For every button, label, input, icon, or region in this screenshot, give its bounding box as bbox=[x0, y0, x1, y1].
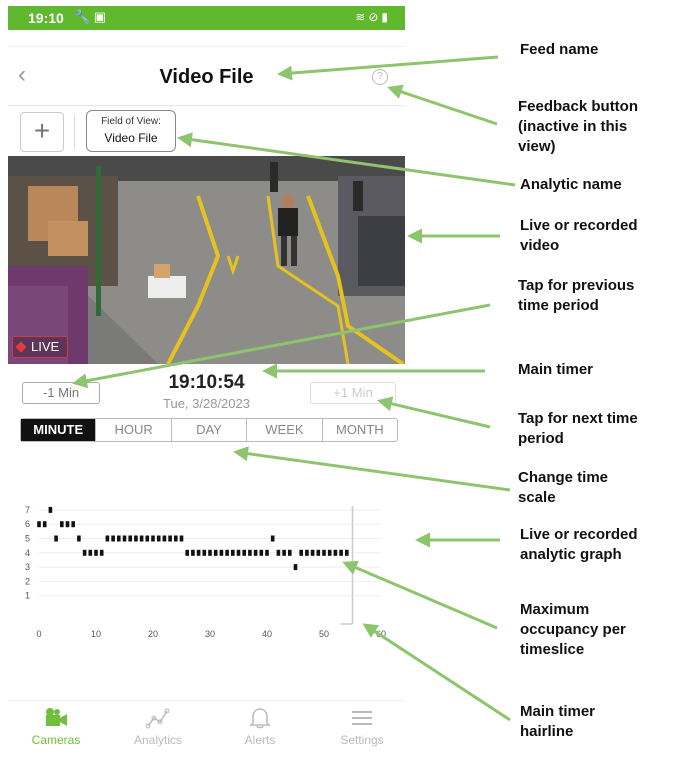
fov-value: Video File bbox=[104, 131, 158, 145]
nav-label: Analytics bbox=[133, 733, 183, 747]
annotation-next-period: Tap for next time period bbox=[518, 410, 638, 447]
annotation-analytic-name: Analytic name bbox=[520, 176, 622, 193]
date-label: Tue, 3/28/2023 bbox=[163, 396, 250, 411]
y-tick-label: 3 bbox=[24, 562, 30, 573]
y-tick-label: 1 bbox=[24, 590, 30, 601]
scale-tab-hour[interactable]: HOUR bbox=[96, 419, 171, 441]
wrench-icon: 🔧 ▣ bbox=[74, 9, 107, 24]
nav-label: Cameras bbox=[31, 733, 81, 747]
annotation-hairline: Main timer hairline bbox=[520, 703, 596, 740]
x-tick-label: 10 bbox=[90, 629, 102, 639]
main-timer: 19:10:54 bbox=[168, 372, 245, 393]
chevron-left-icon[interactable]: ‹ bbox=[18, 61, 26, 88]
annotation-feed-name: Feed name bbox=[520, 41, 599, 58]
wifi-icon: ≋⊘▮ bbox=[355, 10, 391, 24]
annotation-prev-period: Tap for previous time period bbox=[518, 277, 635, 314]
nav-label: Alerts bbox=[244, 733, 276, 747]
scale-tab-day[interactable]: DAY bbox=[172, 419, 247, 441]
annotation-feedback-button: Feedback button (inactive in this view) bbox=[518, 98, 639, 155]
y-tick-label: 6 bbox=[24, 519, 30, 530]
nav-label: Settings bbox=[340, 733, 384, 747]
y-tick-label: 5 bbox=[24, 533, 30, 544]
x-tick-label: 30 bbox=[204, 629, 216, 639]
plus-icon: + bbox=[33, 115, 51, 146]
live-label: LIVE bbox=[31, 339, 60, 354]
annotation-live-video: Live or recorded video bbox=[520, 217, 638, 254]
prev-period-button[interactable]: -1 Min bbox=[22, 382, 100, 404]
y-tick-label: 4 bbox=[24, 547, 30, 558]
next-period-button[interactable]: +1 Min bbox=[310, 382, 396, 404]
status-time: 19:10 bbox=[28, 10, 64, 26]
y-tick-label: 7 bbox=[24, 506, 30, 515]
scale-tab-minute[interactable]: MINUTE bbox=[21, 419, 96, 441]
annotation-analytic-graph: Live or recorded analytic graph bbox=[520, 526, 638, 563]
scale-tab-week[interactable]: WEEK bbox=[247, 419, 322, 441]
x-tick-label: 0 bbox=[36, 629, 42, 639]
x-tick-label: 50 bbox=[318, 629, 330, 639]
annotation-max-occupancy: Maximum occupancy per timeslice bbox=[520, 601, 626, 658]
scale-tab-month[interactable]: MONTH bbox=[335, 422, 384, 437]
annotation-change-scale: Change time scale bbox=[518, 469, 609, 506]
y-tick-label: 2 bbox=[24, 576, 30, 587]
question-circle-icon: ? bbox=[372, 69, 388, 85]
annotation-main-timer: Main timer bbox=[518, 361, 594, 378]
page-title: Video File bbox=[159, 66, 254, 88]
x-tick-label: 60 bbox=[375, 629, 387, 639]
x-tick-label: 40 bbox=[261, 629, 273, 639]
fov-label: Field of View: bbox=[101, 116, 161, 127]
x-tick-label: 20 bbox=[147, 629, 159, 639]
